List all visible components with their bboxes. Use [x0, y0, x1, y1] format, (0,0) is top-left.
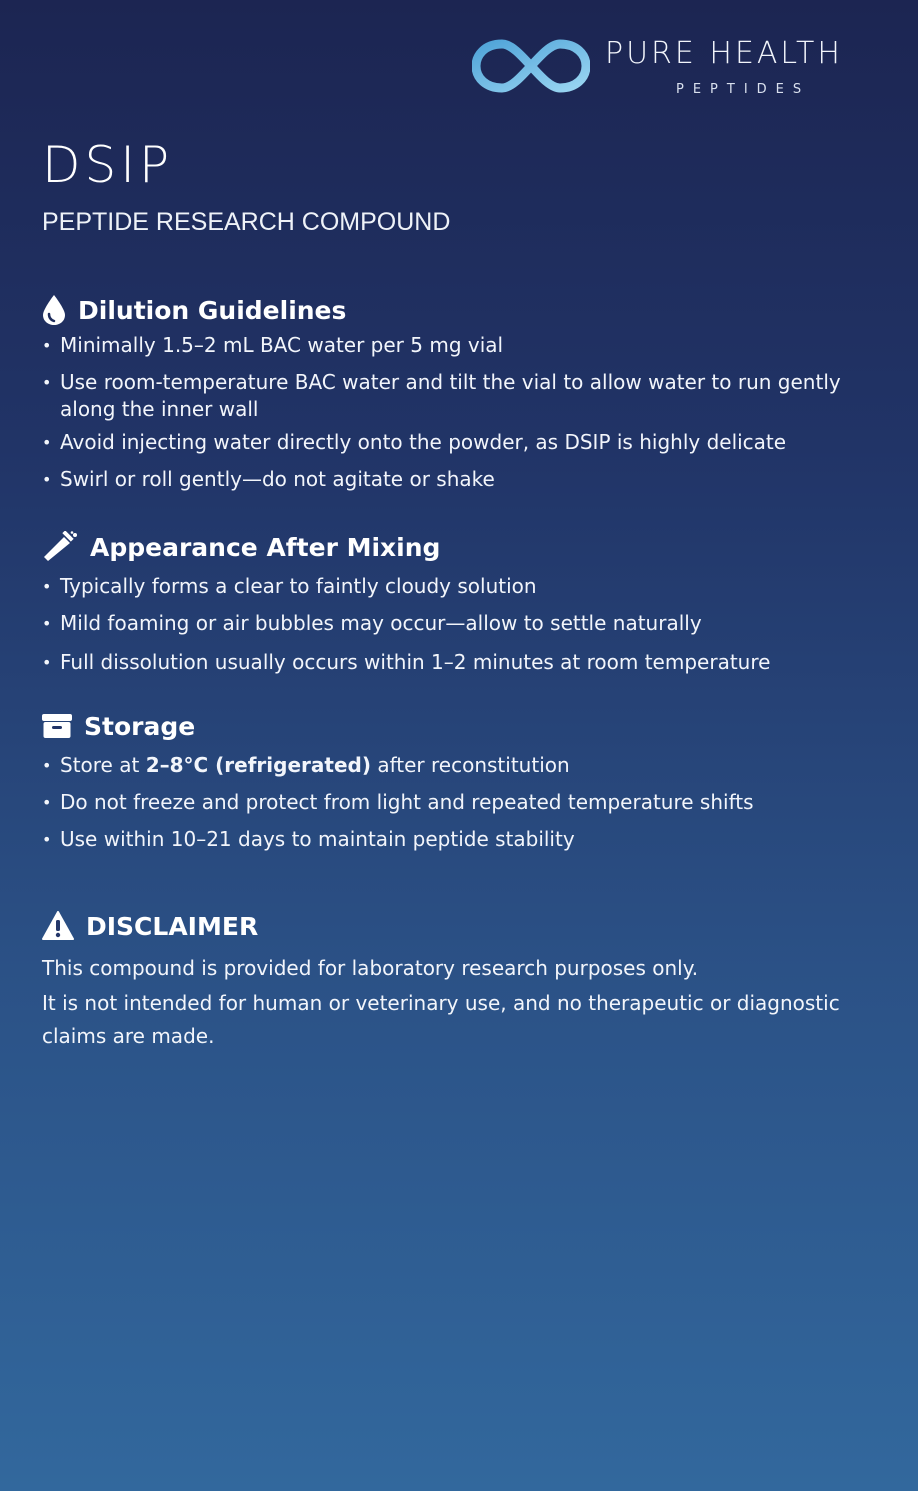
list-item: • Use room-temperature BAC water and tilt the vial to allow water to run gently along the inner wall [42, 369, 882, 423]
warning-icon [42, 911, 74, 941]
dilution-title: Dilution Guidelines [78, 295, 347, 325]
list-item: • Swirl or roll gently—do not agitate or shake [42, 466, 882, 493]
list-item: • Full dissolution usually occurs within 1–2 minutes at room temperature [42, 649, 882, 676]
storage-heading [42, 706, 882, 746]
list-item: • Minimally 1.5–2 mL BAC water per 5 mg vial [42, 332, 882, 359]
appearance-list [42, 573, 882, 676]
product-subtitle: PEPTIDE RESEARCH COMPOUND [42, 208, 451, 236]
brand-logo [472, 30, 882, 102]
list-item: • Typically forms a clear to faintly cloudy solution [42, 573, 882, 600]
disclaimer-line: This compound is provided for laboratory research purposes only. [42, 956, 699, 980]
list-item: • Mild foaming or air bubbles may occur—allow to settle naturally [42, 610, 882, 637]
product-name: DSIP [42, 136, 174, 194]
appearance-section [42, 527, 882, 676]
test-tube-icon [42, 531, 78, 563]
appearance-heading [42, 527, 882, 567]
infinity-logo-icon [472, 30, 590, 102]
brand-name: PURE HEALTH [605, 36, 843, 71]
disclaimer-title: DISCLAIMER [86, 911, 259, 941]
disclaimer-heading [42, 906, 882, 946]
list-item: • Do not freeze and protect from light and repeated temperature shifts [42, 789, 882, 816]
dilution-list [42, 332, 882, 493]
list-item: • Use within 10–21 days to maintain peptide stability [42, 826, 882, 853]
storage-section [42, 706, 882, 853]
storage-text: after reconstitution [370, 753, 570, 777]
brand-subtitle: PEPTIDES [676, 82, 811, 97]
list-item [42, 752, 882, 779]
disclaimer-section [42, 906, 882, 1053]
archive-box-icon [42, 712, 72, 740]
list-item: • Avoid injecting water directly onto the powder, as DSIP is highly delicate [42, 429, 882, 456]
dilution-heading [42, 290, 882, 330]
droplet-icon [42, 294, 66, 326]
dilution-section [42, 290, 882, 493]
appearance-title: Appearance After Mixing [90, 532, 441, 562]
storage-text: Store at [60, 753, 146, 777]
storage-temperature: 2–8°C (refrigerated) [145, 753, 371, 777]
disclaimer-line: It is not intended for human or veterinary use, and no therapeutic or diagnostic claims are made. [42, 991, 840, 1048]
disclaimer-text [42, 952, 882, 1053]
storage-title: Storage [84, 711, 196, 741]
storage-list [42, 752, 882, 853]
